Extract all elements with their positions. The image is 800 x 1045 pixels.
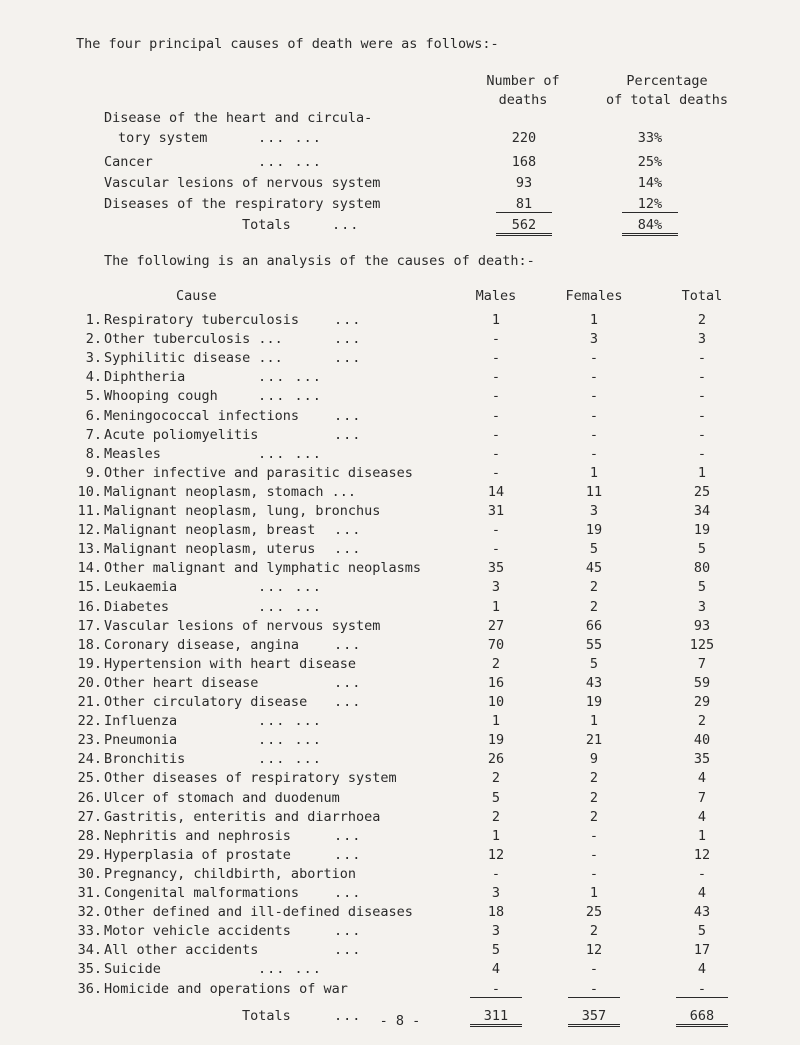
cause-dots: ... ... (258, 579, 322, 595)
cause-females: - (589, 350, 599, 366)
header-percentage-line1: Percentage (626, 73, 708, 89)
cause-dots: ... (334, 637, 362, 653)
cause-males: 19 (487, 732, 505, 748)
cause-females: - (589, 847, 599, 863)
cause-number: 22. (77, 713, 102, 729)
cause-name: Malignant neoplasm, stomach ... (104, 484, 356, 500)
cause-row (0, 809, 800, 828)
intro-principal-causes: The four principal causes of death were as follows:- (76, 36, 499, 52)
cause-females: 5 (589, 656, 599, 672)
cause-males: 1 (491, 312, 501, 328)
cause-total: - (697, 408, 707, 424)
cause-males: - (491, 866, 501, 882)
cause-number: 10. (77, 484, 102, 500)
cause-row (0, 961, 800, 980)
cause-total: - (697, 427, 707, 443)
cause-females: - (568, 981, 620, 998)
cause-total: 4 (697, 770, 707, 786)
totals-females: 357 (568, 1008, 620, 1027)
cause-total: 5 (697, 923, 707, 939)
cause-row (0, 427, 800, 446)
cause-row (0, 847, 800, 866)
cause-males: 26 (487, 751, 505, 767)
cause-total: 19 (693, 522, 711, 538)
cause-total: 3 (697, 331, 707, 347)
cause-females: - (589, 388, 599, 404)
cause-males: 10 (487, 694, 505, 710)
cause-females: 2 (589, 809, 599, 825)
cause-total: 40 (693, 732, 711, 748)
cause-females: 11 (585, 484, 603, 500)
cause-row (0, 599, 800, 618)
cause-number: 9. (85, 465, 102, 481)
cause-males: - (491, 388, 501, 404)
cause-row (0, 923, 800, 942)
cause-row (0, 790, 800, 809)
principal-percentage: 33% (637, 130, 663, 146)
cause-name: Malignant neoplasm, breast (104, 522, 316, 538)
cause-row (0, 904, 800, 923)
cause-number: 14. (77, 560, 102, 576)
cause-row (0, 408, 800, 427)
cause-name: Syphilitic disease ... (104, 350, 283, 366)
cause-total: - (697, 350, 707, 366)
cause-name: Acute poliomyelitis (104, 427, 259, 443)
cause-number: 31. (77, 885, 102, 901)
cause-males: 70 (487, 637, 505, 653)
cause-number: 2. (85, 331, 102, 347)
cause-females: 9 (589, 751, 599, 767)
cause-dots: ... (334, 923, 362, 939)
cause-row (0, 828, 800, 847)
cause-number: 3. (85, 350, 102, 366)
cause-name: Diphtheria (104, 369, 186, 385)
cause-females: 2 (589, 579, 599, 595)
cause-total: 7 (697, 656, 707, 672)
cause-males: 2 (491, 656, 501, 672)
header-percentage-line2: of total deaths (606, 92, 728, 108)
cause-number: 1. (85, 312, 102, 328)
cause-total: - (697, 866, 707, 882)
cause-total: - (697, 446, 707, 462)
principal-totals-label: Totals (242, 217, 291, 233)
cause-males: 2 (491, 809, 501, 825)
cause-name: All other accidents (104, 942, 259, 958)
cause-name: Other malignant and lymphatic neoplasms (104, 560, 421, 576)
cause-name: Ulcer of stomach and duodenum (104, 790, 340, 806)
cause-females: 55 (585, 637, 603, 653)
cause-name: Other tuberculosis ... (104, 331, 283, 347)
cause-row (0, 675, 800, 694)
cause-males: 16 (487, 675, 505, 691)
cause-dots: ... (334, 331, 362, 347)
cause-number: 26. (77, 790, 102, 806)
cause-number: 34. (77, 942, 102, 958)
cause-row (0, 484, 800, 503)
cause-males: - (491, 331, 501, 347)
cause-number: 16. (77, 599, 102, 615)
cause-number: 30. (77, 866, 102, 882)
cause-total: - (697, 388, 707, 404)
cause-number: 28. (77, 828, 102, 844)
header-females: Females (565, 288, 623, 304)
cause-name: Whooping cough (104, 388, 218, 404)
cause-row (0, 446, 800, 465)
cause-males: 18 (487, 904, 505, 920)
cause-name: Meningococcal infections (104, 408, 300, 424)
cause-number: 18. (77, 637, 102, 653)
cause-dots: ... ... (258, 961, 322, 977)
principal-deaths: 168 (511, 154, 537, 170)
principal-percentage: 14% (637, 175, 663, 191)
cause-males: - (491, 465, 501, 481)
cause-females: 25 (585, 904, 603, 920)
cause-females: 19 (585, 694, 603, 710)
cause-total: 1 (697, 465, 707, 481)
principal-label-line1: Disease of the heart and circula- (104, 110, 373, 126)
cause-males: - (491, 522, 501, 538)
cause-row (0, 732, 800, 751)
cause-females: 2 (589, 790, 599, 806)
cause-row (0, 350, 800, 369)
cause-dots: ... (334, 541, 362, 557)
cause-row (0, 503, 800, 522)
cause-total: 4 (697, 809, 707, 825)
cause-males: 3 (491, 923, 501, 939)
cause-number: 12. (77, 522, 102, 538)
cause-row (0, 770, 800, 789)
cause-number: 24. (77, 751, 102, 767)
principal-totals-dots: ... (332, 217, 360, 233)
principal-totals-percentage: 84% (622, 217, 678, 236)
cause-dots: ... ... (258, 751, 322, 767)
header-deaths-line1: Number of (486, 73, 560, 89)
cause-total: 125 (689, 637, 715, 653)
cause-name: Gastritis, enteritis and diarrhoea (104, 809, 381, 825)
cause-total: 93 (693, 618, 711, 634)
cause-number: 27. (77, 809, 102, 825)
cause-total: 4 (697, 885, 707, 901)
cause-name: Other circulatory disease (104, 694, 308, 710)
cause-males: - (491, 350, 501, 366)
cause-total: 7 (697, 790, 707, 806)
cause-males: 1 (491, 828, 501, 844)
cause-row (0, 885, 800, 904)
cause-number: 29. (77, 847, 102, 863)
cause-name: Suicide (104, 961, 161, 977)
cause-name: Hypertension with heart disease (104, 656, 356, 672)
cause-number: 25. (77, 770, 102, 786)
cause-males: - (491, 541, 501, 557)
cause-dots: ... (334, 675, 362, 691)
cause-name: Bronchitis (104, 751, 186, 767)
cause-row (0, 579, 800, 598)
cause-number: 8. (85, 446, 102, 462)
cause-total: 2 (697, 312, 707, 328)
principal-deaths: 81 (496, 196, 552, 213)
cause-row (0, 694, 800, 713)
cause-name: Malignant neoplasm, lung, bronchus (104, 503, 381, 519)
cause-males: 5 (491, 790, 501, 806)
cause-name: Measles (104, 446, 161, 462)
cause-name: Other infective and parasitic diseases (104, 465, 413, 481)
cause-row (0, 981, 800, 1000)
cause-dots: ... ... (258, 732, 322, 748)
cause-females: - (589, 866, 599, 882)
intro-analysis: The following is an analysis of the causes of death:- (104, 253, 535, 269)
cause-total: 2 (697, 713, 707, 729)
cause-row (0, 388, 800, 407)
cause-females: 45 (585, 560, 603, 576)
cause-dots: ... (334, 522, 362, 538)
cause-row (0, 465, 800, 484)
cause-dots: ... (334, 847, 362, 863)
cause-row (0, 637, 800, 656)
cause-name: Motor vehicle accidents (104, 923, 291, 939)
principal-totals-deaths: 562 (496, 217, 552, 236)
cause-number: 35. (77, 961, 102, 977)
header-total: Total (681, 288, 723, 304)
cause-name: Vascular lesions of nervous system (104, 618, 381, 634)
cause-total: 5 (697, 541, 707, 557)
cause-dots: ... (334, 312, 362, 328)
cause-name: Nephritis and nephrosis (104, 828, 291, 844)
cause-total: 4 (697, 961, 707, 977)
cause-dots: ... (334, 694, 362, 710)
principal-label: Cancer (104, 154, 153, 170)
cause-row (0, 656, 800, 675)
cause-number: 7. (85, 427, 102, 443)
cause-total: 17 (693, 942, 711, 958)
cause-total: 25 (693, 484, 711, 500)
principal-percentage: 25% (637, 154, 663, 170)
cause-females: 2 (589, 923, 599, 939)
cause-number: 20. (77, 675, 102, 691)
principal-label: Diseases of the respiratory system (104, 196, 381, 212)
principal-label: Vascular lesions of nervous system (104, 175, 381, 191)
cause-dots: ... ... (258, 369, 322, 385)
cause-number: 15. (77, 579, 102, 595)
cause-total: 29 (693, 694, 711, 710)
cause-males: - (491, 408, 501, 424)
cause-row (0, 541, 800, 560)
cause-row (0, 751, 800, 770)
cause-number: 4. (85, 369, 102, 385)
cause-females: 21 (585, 732, 603, 748)
cause-dots: ... (334, 427, 362, 443)
principal-percentage: 12% (622, 196, 678, 213)
cause-dots: ... (334, 408, 362, 424)
cause-females: 19 (585, 522, 603, 538)
cause-row (0, 312, 800, 331)
header-cause: Cause (176, 288, 217, 304)
cause-dots: ... (334, 942, 362, 958)
cause-number: 36. (77, 981, 102, 997)
cause-name: Homicide and operations of war (104, 981, 348, 997)
principal-label: tory system (118, 130, 208, 146)
cause-males: 27 (487, 618, 505, 634)
cause-females: - (589, 408, 599, 424)
cause-number: 19. (77, 656, 102, 672)
cause-name: Leukaemia (104, 579, 178, 595)
cause-males: 31 (487, 503, 505, 519)
cause-females: - (589, 961, 599, 977)
cause-males: 4 (491, 961, 501, 977)
cause-total: 59 (693, 675, 711, 691)
cause-name: Pregnancy, childbirth, abortion (104, 866, 356, 882)
cause-number: 13. (77, 541, 102, 557)
cause-name: Other defined and ill-defined diseases (104, 904, 413, 920)
cause-males: - (491, 369, 501, 385)
cause-total: 35 (693, 751, 711, 767)
cause-females: - (589, 828, 599, 844)
cause-females: 2 (589, 599, 599, 615)
cause-name: Pneumonia (104, 732, 178, 748)
cause-males: 3 (491, 885, 501, 901)
principal-dots: ... ... (258, 130, 322, 146)
cause-males: - (491, 446, 501, 462)
cause-name: Other diseases of respiratory system (104, 770, 397, 786)
cause-row (0, 866, 800, 885)
cause-total: 12 (693, 847, 711, 863)
cause-males: - (470, 981, 522, 998)
cause-name: Respiratory tuberculosis (104, 312, 300, 328)
cause-name: Malignant neoplasm, uterus (104, 541, 316, 557)
cause-name: Influenza (104, 713, 178, 729)
cause-total: - (676, 981, 728, 998)
cause-row (0, 331, 800, 350)
cause-row (0, 560, 800, 579)
cause-number: 32. (77, 904, 102, 920)
cause-females: 5 (589, 541, 599, 557)
principal-deaths: 220 (511, 130, 537, 146)
cause-females: - (589, 427, 599, 443)
cause-dots: ... ... (258, 599, 322, 615)
cause-dots: ... ... (258, 446, 322, 462)
cause-number: 6. (85, 408, 102, 424)
cause-name: Other heart disease (104, 675, 259, 691)
totals-males: 311 (470, 1008, 522, 1027)
cause-total: 1 (697, 828, 707, 844)
cause-row (0, 522, 800, 541)
cause-males: 12 (487, 847, 505, 863)
header-males: Males (475, 288, 517, 304)
cause-total: 3 (697, 599, 707, 615)
principal-deaths: 93 (515, 175, 533, 191)
cause-number: 17. (77, 618, 102, 634)
cause-females: 3 (589, 331, 599, 347)
cause-females: 1 (589, 465, 599, 481)
cause-females: 43 (585, 675, 603, 691)
cause-total: 34 (693, 503, 711, 519)
cause-dots: ... ... (258, 713, 322, 729)
cause-number: 21. (77, 694, 102, 710)
cause-row (0, 942, 800, 961)
cause-females: 66 (585, 618, 603, 634)
cause-females: 12 (585, 942, 603, 958)
cause-males: 3 (491, 579, 501, 595)
header-deaths-line2: deaths (498, 92, 548, 108)
cause-row (0, 618, 800, 637)
cause-females: 2 (589, 770, 599, 786)
cause-total: 43 (693, 904, 711, 920)
cause-name: Coronary disease, angina (104, 637, 300, 653)
cause-males: - (491, 427, 501, 443)
cause-males: 1 (491, 713, 501, 729)
totals-label: Totals (242, 1008, 291, 1024)
cause-males: 2 (491, 770, 501, 786)
cause-row (0, 713, 800, 732)
cause-name: Diabetes (104, 599, 170, 615)
cause-total: - (697, 369, 707, 385)
cause-dots: ... (334, 828, 362, 844)
cause-males: 5 (491, 942, 501, 958)
cause-females: - (589, 446, 599, 462)
page-number: - 8 - (379, 1013, 421, 1029)
cause-number: 33. (77, 923, 102, 939)
cause-females: 1 (589, 713, 599, 729)
cause-name: Congenital malformations (104, 885, 300, 901)
cause-number: 23. (77, 732, 102, 748)
cause-total: 80 (693, 560, 711, 576)
cause-total: 5 (697, 579, 707, 595)
cause-number: 11. (77, 503, 102, 519)
cause-females: 1 (589, 885, 599, 901)
totals-dots: ... (334, 1008, 362, 1024)
cause-dots: ... ... (258, 388, 322, 404)
principal-dots: ... ... (258, 154, 322, 170)
cause-dots: ... (334, 885, 362, 901)
cause-name: Hyperplasia of prostate (104, 847, 291, 863)
cause-row (0, 369, 800, 388)
cause-males: 35 (487, 560, 505, 576)
totals-total: 668 (676, 1008, 728, 1027)
cause-females: 1 (589, 312, 599, 328)
cause-females: 3 (589, 503, 599, 519)
cause-males: 14 (487, 484, 505, 500)
cause-females: - (589, 369, 599, 385)
cause-males: 1 (491, 599, 501, 615)
cause-dots: ... (334, 350, 362, 366)
cause-number: 5. (85, 388, 102, 404)
